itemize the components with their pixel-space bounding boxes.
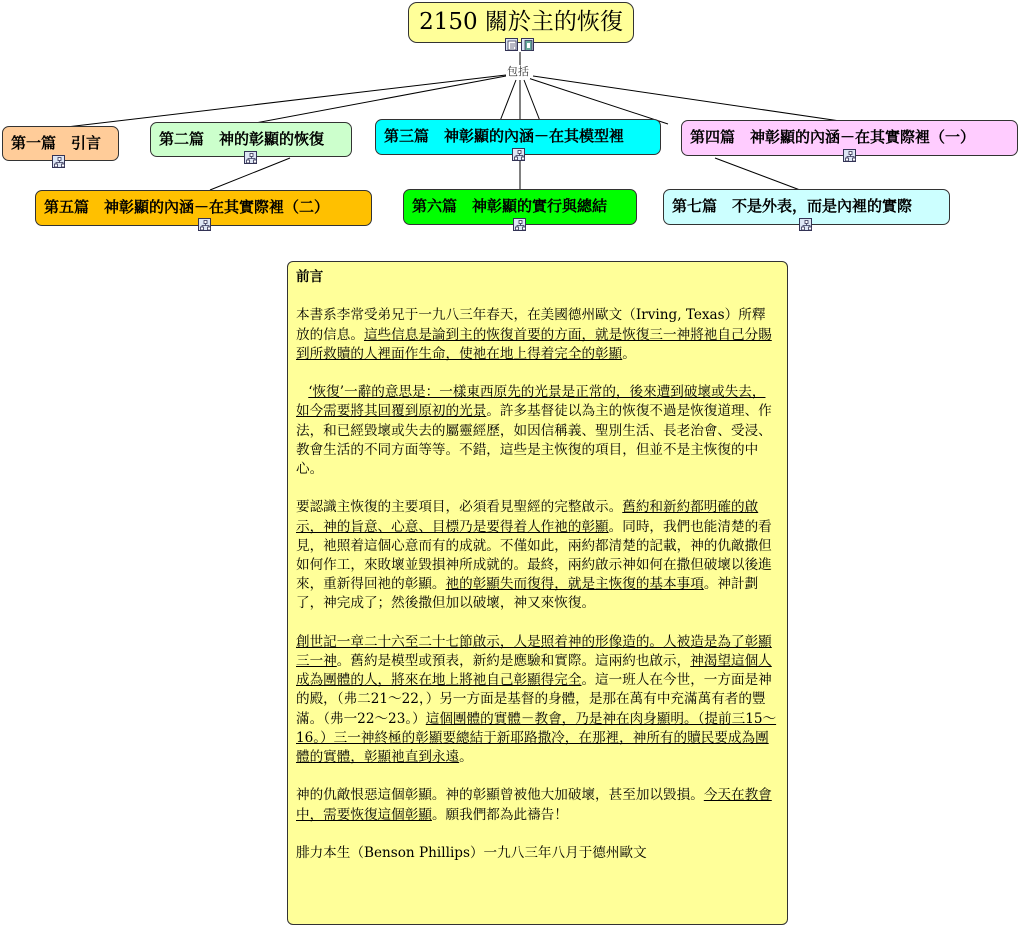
chapter-4-label: 第四篇 神彰顯的內涵－在其實際裡（一） xyxy=(690,128,976,146)
subtopic-icon[interactable] xyxy=(799,218,812,231)
root-title: 2150 關於主的恢復 xyxy=(419,9,623,35)
preface-note xyxy=(287,261,788,925)
link-chapter-4b xyxy=(528,78,668,124)
subtopic-icon[interactable] xyxy=(843,149,856,162)
chapter-7-label: 第七篇 不是外表，而是內裡的實際 xyxy=(672,197,913,215)
chapter-6-label: 第六篇 神彰顯的實行與總結 xyxy=(412,197,608,215)
subtopic-icon[interactable] xyxy=(513,218,526,231)
note-signature: 腓力本生（Benson Phillips）一九八三年八月于德州歐文 xyxy=(296,845,647,861)
subtopic-icon[interactable] xyxy=(512,148,525,161)
root-topic[interactable] xyxy=(408,2,634,43)
note-paragraph-4: 創世記一章二十六至二十七節啟示，人是照着神的形像造的。人被造是為了彰顯三一神。舊約是模型或預表，新約是應驗和實際。這兩約也啟示，神渴望這個人成為團體的人，將來在地上將祂自己彰顯得完全。這一班人在今世，一方面是神的殿，（弗二21～22，）另一方面是基督的身體，是那在萬有中充滿萬有者的豐滿。（弗一22～23。）這個團體的實體－教會，乃是神在肉身顯明。（提前三15～16。）三一神終極的彰顯要總結于新耶路撒冷，在那裡，神所有的贖民要成為團體的實體，彰顯祂直到永遠。 xyxy=(296,633,777,766)
note-paragraph-5: 神的仇敵恨惡這個彰顯。神的彰顯曾被他大加破壞，甚至加以毀損。今天在教會中，需要恢復這個彰顯。願我們都為此禱告！ xyxy=(296,787,772,823)
chapter-2-label: 第二篇 神的彰顯的恢復 xyxy=(159,130,325,148)
subtopic-icon[interactable] xyxy=(244,151,257,164)
link-chapter-3a xyxy=(500,80,516,121)
subtopic-icon[interactable] xyxy=(52,155,65,168)
subtopic-icon[interactable] xyxy=(198,218,211,231)
note-icon[interactable] xyxy=(505,38,518,51)
chapter-3-label: 第三篇 神彰顯的內涵－在其模型裡 xyxy=(384,127,625,145)
link-chapter-3c xyxy=(524,80,540,121)
film-icon[interactable] xyxy=(521,38,534,51)
link-chapter-2 xyxy=(250,76,506,124)
connector-label: 包括 xyxy=(507,65,529,78)
note-paragraph-2: ‘恢復’一辭的意思是：一樣東西原先的光景是正常的，後來遭到破壞或失去，如今需要將其回覆到原初的光景。許多基督徒以為主的恢復不過是恢復道理、作法，和已經毀壞或失去的屬靈經歷，如因信稱義、聖別生活、長老治會、受浸、教會生活的不同方面等等。不錯，這些是主恢復的項目，但並不是主恢復的中心。 xyxy=(296,384,772,477)
link-chapter-4 xyxy=(533,76,840,121)
note-title: 前言 xyxy=(296,269,324,285)
chapter-1-label: 第一篇 引言 xyxy=(11,134,102,152)
note-paragraph-3: 要認識主恢復的主要項目，必須看見聖經的完整啟示。舊約和新約都明確的啟示，神的旨意、心意、目標乃是要得着人作祂的彰顯。同時，我們也能清楚的看見，祂照着這個心意而有的成就。不僅如此，兩約都清楚的記載，神的仇敵撒但如何作工，來敗壞並毀損神所成就的。最終，兩約啟示神如何在撒但破壞以後進來，重新得回祂的彰顯。祂的彰顯失而復得，就是主恢復的基本事項。神計劃了，神完成了；然後撒但加以破壞，神又來恢復。 xyxy=(296,499,772,612)
note-paragraph-1: 本書系李常受弟兄于一九八三年春天，在美國德州歐文（Irving, Texas）所釋放的信息。這些信息是論到主的恢復首要的方面，就是恢復三一神將祂自己分賜到所救贖的人裡面作生命，使祂在地上得着完全的彰顯。 xyxy=(296,307,772,362)
chapter-5-label: 第五篇 神彰顯的內涵－在其實際裡（二） xyxy=(44,198,330,216)
link-chapter-7 xyxy=(715,158,800,190)
